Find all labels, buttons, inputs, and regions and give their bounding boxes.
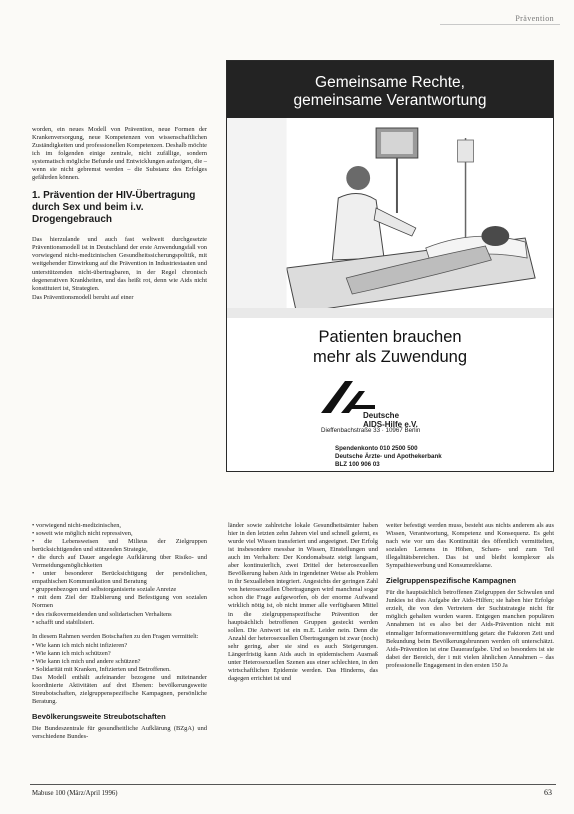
column-left-bottom — [32, 522, 207, 742]
list-item: • gruppenbezogen und selbstorganisierte soziale Anreize — [32, 586, 177, 594]
ad-title-line: gemeinsame Verantwortung — [293, 92, 487, 109]
bullet-list-questions — [32, 642, 207, 674]
list-item: • die Lebensweisen und Milieus der Zielgruppen berücksichtigenden und stützenden Strategie, — [32, 538, 207, 554]
list-item: • schafft und stabilisiert. — [32, 618, 95, 626]
ad-org-line: AIDS-Hilfe e.V. — [363, 420, 418, 429]
list-item: • Wie kann ich mich und andere schützen? — [32, 657, 141, 665]
page-number: 63 — [544, 788, 552, 797]
advertisement — [226, 60, 554, 472]
ad-title — [227, 74, 553, 110]
ad-org-line: Deutsche — [363, 411, 400, 420]
paragraph: weiter befestigt werden muss, besteht aus nichts anderem als aus Wissen, Verantwortung, Kompetenz und Konsequenz. Es geht nach wie vor um das Kontinuität des öffentlich vermittelten, sozialen Lernens in Höhen, Scham- und zum Teil illegalitätsbereichen. Das ist und bleibt komplexer als Sympathiewerbung und Konsumreklame. — [386, 522, 554, 570]
list-item: • Wie kann ich mich nicht infizieren? — [32, 641, 128, 649]
section-heading: 1. Prävention der HIV-Übertragung durch Sex und beim i.v. Drogengebrauch — [32, 190, 196, 226]
ad-title-line: Gemeinsame Rechte, — [315, 74, 465, 91]
paragraph: Für die hauptsächlich betroffenen Zielgruppen der Schwulen und Junkies ist dies Aufgabe der Aids-Hilfen; sie haben hier Erfolge erzielt, die von den Vertretern der Suchtstrategie nicht für möglich gehalten wurden waren. Entgegen manchen populären Annahmen ist es also bei der Aids-Prävention nicht mit einmaliger Informationsvermittlung getan: die Faktoren Zeit und Bekundung beim Bevölkerungsbrunnen werden oft unterschätzt. Aids-Prävention ist eine Daueraufgabe. Und so besonders ist sie dabei der Bereich, der i mit vielen ähnlichen Annahmen – das professionelle Engagement in den ersten 150 Ja — [386, 589, 554, 669]
paragraph: In diesem Rahmen werden Botschaften zu den Fragen vermittelt: — [32, 632, 199, 640]
list-item: • mit dem Ziel der Etablierung und Befestigung von sozialen Normen — [32, 594, 207, 610]
subsection-heading: Zielgruppenspezifische Kampagnen — [386, 576, 516, 586]
list-item: • Solidarität mit Kranken, Infizierten und Betroffenen. — [32, 665, 171, 673]
column-left-top — [32, 126, 207, 303]
bullet-list-strategy — [32, 522, 207, 627]
ad-slogan-line: mehr als Zuwendung — [312, 348, 468, 366]
ad-bank-line: Spendenkonto 010 2500 500 — [335, 445, 418, 452]
ad-slogan-line: Patienten brauchen — [318, 328, 462, 346]
footer-rule — [30, 784, 556, 785]
list-item: • Wie kann ich mich schützen? — [32, 649, 111, 657]
running-header: Prävention — [515, 14, 554, 23]
paragraph: Das Präventionsmodell beruht auf einer — [32, 293, 134, 301]
column-middle — [228, 522, 378, 684]
paragraph: worden, ein neues Modell von Prävention, neue Formen der Krankenversorgung, neue Kompetenzen von wissenschaftlichen Zuständigkeiten und professionellen Kompetenzen. Deshalb möchte ich im folgenden einige zentrale, nicht zufällige, sondern systematisch mögliche Befunde und Entwicklungen aufzeigen, die – wenn sie nicht gebremst werden – die Substanz des Erfolges gefährden können. — [32, 126, 207, 182]
footer-source: Mabuse 100 (März/April 1996) — [32, 790, 118, 797]
ad-bank-line: BLZ 100 906 03 — [335, 460, 380, 468]
subsection-heading: Bevölkerungsweite Streubotschaften — [32, 712, 166, 722]
paragraph: Das hierzulande und auch fast weltweit durchgesetzte Präventionsmodell ist in Deutschland der erste Anwendungsfall von vorwiegend nicht-medizinischen Gesundheitssicherungspolitik, mit weitgehender Einwirkung auf die Prävention in Industriestaaten und unterstützenden nicht-übertragbaren, in der Regel chronisch degenerativen Krankheiten, und das heißt rot, denn wie Aids nicht konstituiert ist, Strategien. — [32, 236, 207, 292]
ad-address: Dieffenbachstraße 33 · 10967 Berlin — [321, 427, 421, 434]
hospital-photo — [227, 118, 553, 318]
header-rule — [440, 24, 560, 25]
list-item: • soweit wie möglich nicht repressiven, — [32, 530, 133, 538]
ad-slogan — [227, 327, 553, 367]
list-item: • unter besonderer Berücksichtigung der persönlichen, empathischen Kommunikation und Beratung — [32, 570, 207, 586]
paragraph: länder sowie zahlreiche lokale Gesundheitsämter haben hier in den letzten zehn Jahren viel und schnell gelernt, es wurde viel Wissen transferiert und angeeignet. Der Erfolg ist insbesondere messbar in Wissen, Einstellungen und auch im Verhalten: Der Kondomabsatz steigt langsam, aber kontinuierlich, zwei Drittel der heterosexuellen Bevölkerung haben Aids in irgendeiner Weise als Problem in ihr Sexualleben integriert. Angesichts der geringen Zahl von heterosexuellen Übertragungen wird manchmal sogar schon die Frage aufgeworfen, ob der enorme Aufwand wirklich nötig ist, ob nicht immer alle verfügbaren Mittel in die zielgruppenspezifische Prävention der hauptsächlich betroffenen Gruppen gesteckt werden sollen. Die Antwort ist ein m.E. Leider nein. Denn die Anzahl der heterosexuellen Übertragungen ist zwar (noch) sehr gering, aber sie sind es auch Steigerungen. Längerfristig kann Aids auch in epidemischem Ausmaß unter Heterosexuellen Szenen aus einer schlechten, in den wirtschaftlichen Epidemie werden. Das Hinderns, das dagegen errichtet ist und — [228, 522, 378, 682]
aids-hilfe-logo-icon — [319, 379, 375, 415]
list-item: • des risikovermeidenden und solidarischen Verhaltens — [32, 610, 172, 618]
list-item: • die durch auf Dauer angelegte Aufklärung über Risiko- und Vermeidungsmöglichkeiten — [32, 554, 207, 570]
column-right — [386, 522, 554, 671]
paragraph: Die Bundeszentrale für gesundheitliche Aufklärung (BZgA) und verschiedene Bundes- — [32, 725, 207, 741]
ad-bank-line: Deutsche Ärzte- und Apothekerbank — [335, 452, 442, 460]
paragraph: Das Modell enthält aufeinander bezogene und miteinander koordinierte Aktivitäten auf drei Ebenen: bevölkerungsweite Streubotschaften, zielgruppenspezifische Kampagnen, persönliche Beratung. — [32, 673, 207, 705]
list-item: • vorwiegend nicht-medizinischen, — [32, 522, 122, 529]
ad-bank-details — [335, 445, 442, 468]
